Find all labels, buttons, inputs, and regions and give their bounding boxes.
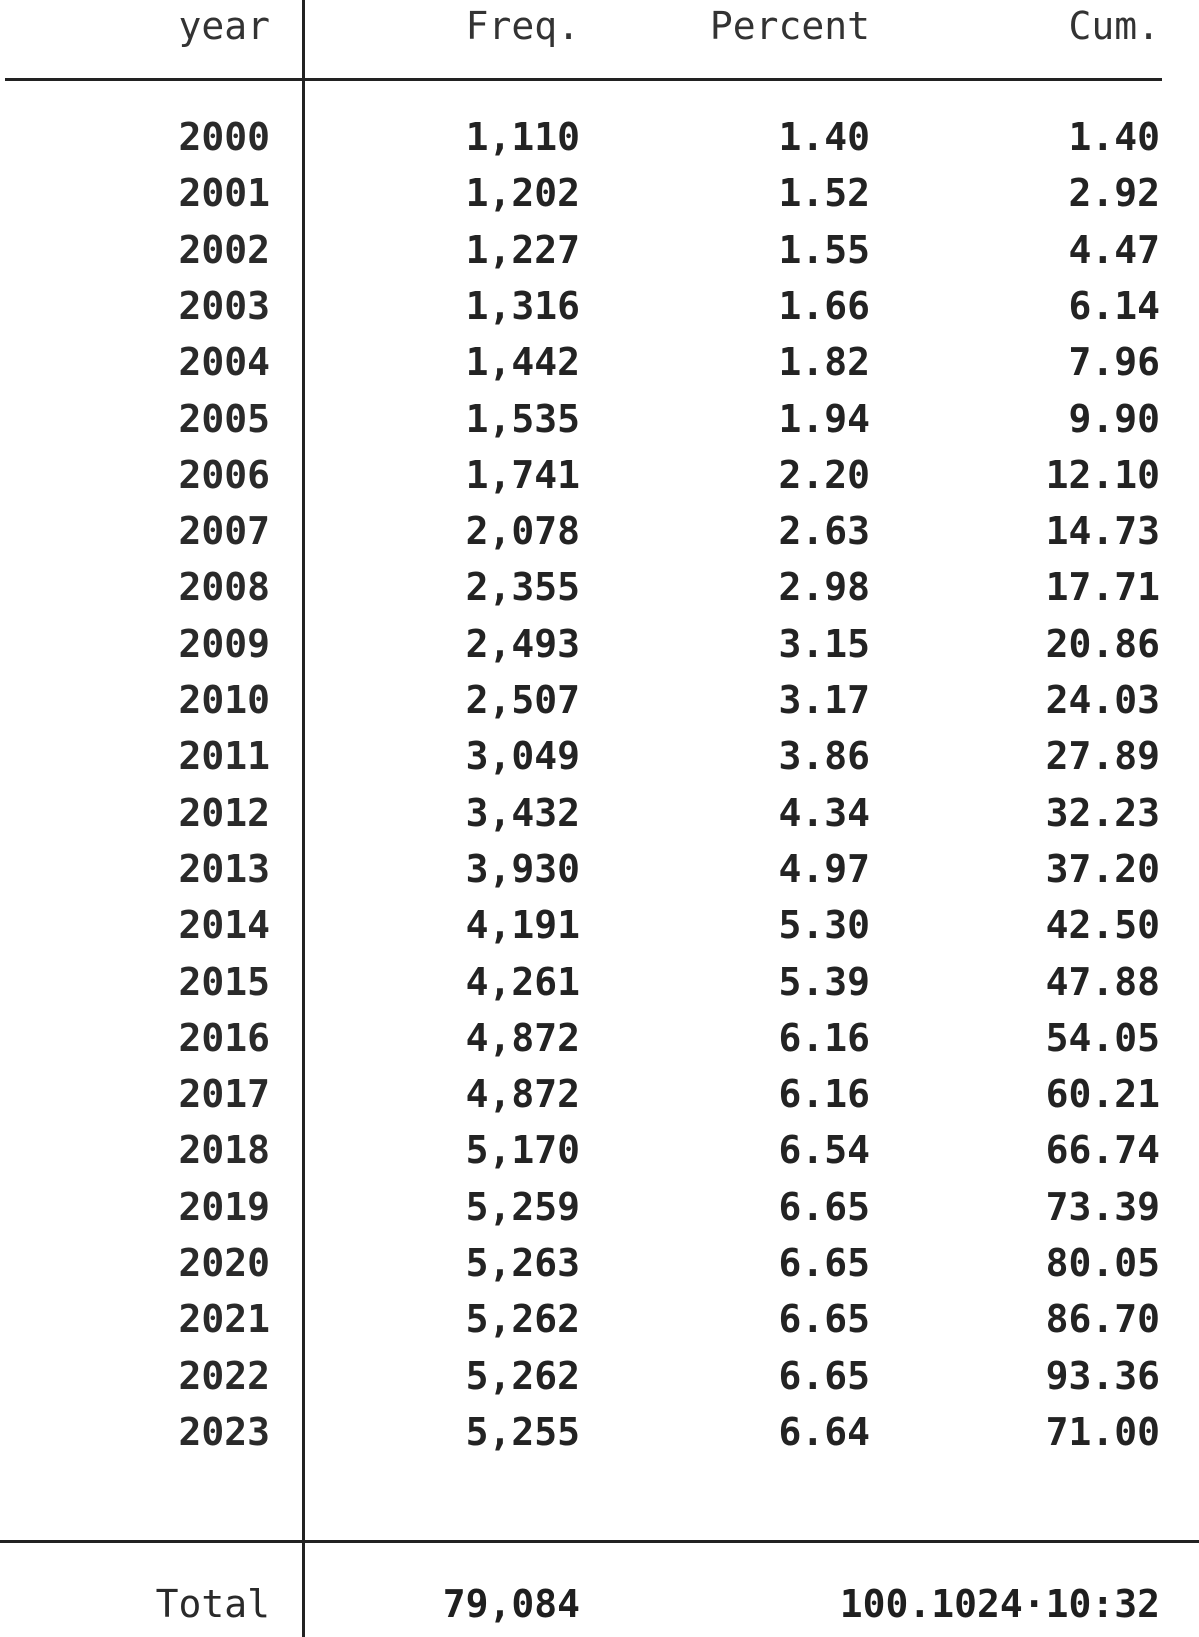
cell-percent: 5.39	[778, 960, 870, 1004]
cell-freq: 5,263	[465, 1241, 580, 1285]
cell-percent: 4.34	[778, 791, 870, 835]
total-rule	[0, 1540, 1199, 1543]
cell-cum: 93.36	[1045, 1354, 1160, 1398]
cell-year: 2020	[178, 1241, 270, 1285]
cell-year: 2003	[178, 284, 270, 328]
cell-year: 2021	[178, 1297, 270, 1341]
cell-freq: 3,432	[465, 791, 580, 835]
cell-cum: 32.23	[1045, 791, 1160, 835]
cell-percent: 6.16	[778, 1016, 870, 1060]
cell-cum: 2.92	[1068, 171, 1160, 215]
cell-year: 2005	[178, 397, 270, 441]
cell-freq: 1,316	[465, 284, 580, 328]
cell-freq: 1,202	[465, 171, 580, 215]
header-cum: Cum.	[1068, 4, 1160, 48]
cell-percent: 6.65	[778, 1241, 870, 1285]
cell-cum: 80.05	[1045, 1241, 1160, 1285]
header-freq: Freq.	[465, 4, 580, 48]
header-percent: Percent	[709, 4, 870, 48]
cell-cum: 9.90	[1068, 397, 1160, 441]
cell-percent: 2.98	[778, 565, 870, 609]
cell-freq: 2,493	[465, 622, 580, 666]
cell-year: 2013	[178, 847, 270, 891]
cell-percent: 2.63	[778, 509, 870, 553]
cell-cum: 47.88	[1045, 960, 1160, 1004]
cell-freq: 1,110	[465, 115, 580, 159]
cell-percent: 1.52	[778, 171, 870, 215]
cell-freq: 5,259	[465, 1185, 580, 1229]
header-rule	[5, 78, 1162, 81]
cell-year: 2016	[178, 1016, 270, 1060]
cell-year: 2008	[178, 565, 270, 609]
cell-year: 2018	[178, 1128, 270, 1172]
cell-freq: 5,262	[465, 1354, 580, 1398]
header-year: year	[178, 4, 270, 48]
cell-cum: 71.00	[1045, 1410, 1160, 1454]
cell-percent: 1.94	[778, 397, 870, 441]
cell-percent: 4.97	[778, 847, 870, 891]
cell-freq: 1,227	[465, 228, 580, 272]
cell-year: 2006	[178, 453, 270, 497]
cell-freq: 5,255	[465, 1410, 580, 1454]
cell-freq: 1,442	[465, 340, 580, 384]
cell-freq: 4,872	[465, 1016, 580, 1060]
cell-freq: 4,191	[465, 903, 580, 947]
cell-percent: 6.65	[778, 1297, 870, 1341]
cell-cum: 66.74	[1045, 1128, 1160, 1172]
cell-year: 2009	[178, 622, 270, 666]
cell-percent: 1.66	[778, 284, 870, 328]
cell-percent: 5.30	[778, 903, 870, 947]
cell-cum: 20.86	[1045, 622, 1160, 666]
column-divider	[302, 0, 305, 1637]
cell-cum: 17.71	[1045, 565, 1160, 609]
cell-cum: 6.14	[1068, 284, 1160, 328]
cell-percent: 6.16	[778, 1072, 870, 1116]
total-percent: 100.1024·10:32	[839, 1582, 1160, 1626]
total-freq: 79,084	[442, 1582, 580, 1626]
cell-freq: 3,930	[465, 847, 580, 891]
cell-year: 2014	[178, 903, 270, 947]
cell-year: 2000	[178, 115, 270, 159]
cell-freq: 1,741	[465, 453, 580, 497]
cell-percent: 1.55	[778, 228, 870, 272]
cell-cum: 60.21	[1045, 1072, 1160, 1116]
cell-cum: 4.47	[1068, 228, 1160, 272]
cell-year: 2002	[178, 228, 270, 272]
cell-cum: 27.89	[1045, 734, 1160, 778]
cell-cum: 24.03	[1045, 678, 1160, 722]
cell-cum: 12.10	[1045, 453, 1160, 497]
cell-cum: 54.05	[1045, 1016, 1160, 1060]
cell-year: 2022	[178, 1354, 270, 1398]
cell-cum: 37.20	[1045, 847, 1160, 891]
cell-freq: 5,262	[465, 1297, 580, 1341]
cell-freq: 2,507	[465, 678, 580, 722]
total-label: Total	[155, 1582, 270, 1626]
cell-year: 2004	[178, 340, 270, 384]
cell-percent: 1.82	[778, 340, 870, 384]
cell-year: 2011	[178, 734, 270, 778]
cell-freq: 2,355	[465, 565, 580, 609]
cell-percent: 6.65	[778, 1185, 870, 1229]
cell-cum: 7.96	[1068, 340, 1160, 384]
cell-freq: 4,872	[465, 1072, 580, 1116]
cell-cum: 14.73	[1045, 509, 1160, 553]
cell-percent: 1.40	[778, 115, 870, 159]
cell-percent: 6.65	[778, 1354, 870, 1398]
cell-year: 2023	[178, 1410, 270, 1454]
cell-cum: 86.70	[1045, 1297, 1160, 1341]
cell-freq: 1,535	[465, 397, 580, 441]
cell-year: 2019	[178, 1185, 270, 1229]
cell-year: 2015	[178, 960, 270, 1004]
cell-percent: 2.20	[778, 453, 870, 497]
cell-cum: 73.39	[1045, 1185, 1160, 1229]
cell-percent: 3.17	[778, 678, 870, 722]
cell-year: 2007	[178, 509, 270, 553]
cell-year: 2010	[178, 678, 270, 722]
cell-cum: 42.50	[1045, 903, 1160, 947]
cell-percent: 3.86	[778, 734, 870, 778]
cell-year: 2012	[178, 791, 270, 835]
cell-year: 2001	[178, 171, 270, 215]
cell-freq: 2,078	[465, 509, 580, 553]
cell-freq: 4,261	[465, 960, 580, 1004]
cell-freq: 5,170	[465, 1128, 580, 1172]
cell-year: 2017	[178, 1072, 270, 1116]
cell-percent: 6.54	[778, 1128, 870, 1172]
cell-freq: 3,049	[465, 734, 580, 778]
cell-percent: 3.15	[778, 622, 870, 666]
cell-percent: 6.64	[778, 1410, 870, 1454]
cell-cum: 1.40	[1068, 115, 1160, 159]
